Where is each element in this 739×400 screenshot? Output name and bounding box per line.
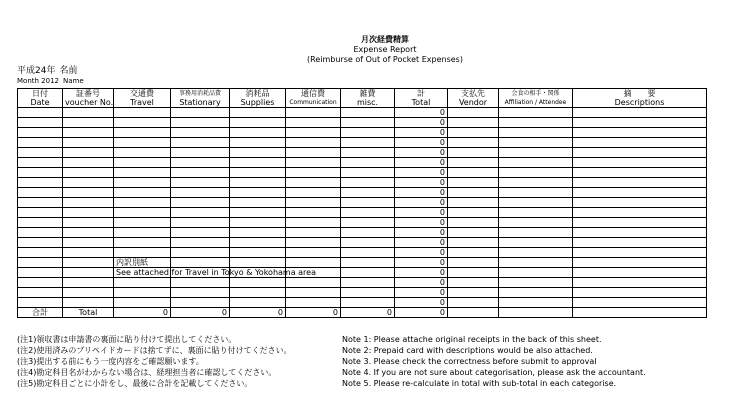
cell-travel-note: [114, 278, 171, 288]
cell-misc: [341, 268, 395, 278]
title-en: Expense Report: [353, 45, 417, 54]
cell-date: [18, 218, 63, 228]
cell-communication: [286, 168, 341, 178]
cell-communication: [286, 278, 341, 288]
cell-stationary: [171, 128, 230, 138]
cell-communication: [286, 188, 341, 198]
cell-voucher: [63, 158, 114, 168]
cell-voucher: [63, 288, 114, 298]
cell-supplies: [230, 228, 286, 238]
cell-affiliation: [499, 138, 573, 148]
cell-supplies: [230, 208, 286, 218]
cell-communication: [286, 198, 341, 208]
cell-descriptions: [573, 208, 707, 218]
cell-communication: [286, 208, 341, 218]
cell-communication: [286, 108, 341, 118]
cell-supplies: [230, 108, 286, 118]
cell-supplies: [230, 158, 286, 168]
table-row: [18, 108, 707, 118]
cell-affiliation: [499, 218, 573, 228]
cell-vendor: [448, 218, 499, 228]
total-vendor: [448, 308, 499, 318]
cell-travel-note: [114, 198, 171, 208]
month-label-en: Month 2012: [17, 77, 59, 85]
cell-travel-note: [114, 108, 171, 118]
table-row: [18, 248, 707, 258]
cell-voucher: [63, 238, 114, 248]
total-communication: 0: [286, 308, 341, 318]
note-en-1: Note 1: Please attache original receipts in the back of this sheet.: [342, 335, 602, 344]
cell-supplies: [230, 148, 286, 158]
cell-supplies: [230, 298, 286, 308]
cell-descriptions: [573, 198, 707, 208]
cell-date: [18, 198, 63, 208]
cell-communication: [286, 138, 341, 148]
name-label-jp: 名前: [59, 66, 78, 76]
table-footer: [18, 308, 707, 318]
cell-vendor: [448, 288, 499, 298]
cell-descriptions: [573, 178, 707, 188]
cell-affiliation: [499, 268, 573, 278]
cell-stationary: [171, 248, 230, 258]
cell-misc: [341, 128, 395, 138]
cell-vendor: [448, 118, 499, 128]
table-body: [18, 108, 707, 308]
cell-misc: [341, 218, 395, 228]
cell-misc: [341, 118, 395, 128]
cell-voucher: [63, 138, 114, 148]
cell-descriptions: [573, 118, 707, 128]
cell-travel-note: [114, 208, 171, 218]
cell-travel-note: See attached for Travel in Tokyo & Yokohama area: [114, 268, 171, 278]
expense-table: [17, 88, 707, 318]
cell-voucher: [63, 148, 114, 158]
totals-label-en: Total: [63, 308, 114, 318]
cell-stationary: [171, 258, 230, 268]
table-row: [18, 288, 707, 298]
cell-communication: [286, 178, 341, 188]
cell-stationary: [171, 208, 230, 218]
cell-voucher: [63, 258, 114, 268]
total-descriptions: [573, 308, 707, 318]
cell-vendor: [448, 188, 499, 198]
cell-affiliation: [499, 178, 573, 188]
cell-communication: [286, 228, 341, 238]
cell-affiliation: [499, 148, 573, 158]
title-en-sub: (Reimburse of Out of Pocket Expenses): [307, 55, 463, 64]
cell-travel-note: [114, 238, 171, 248]
cell-stationary: [171, 138, 230, 148]
table-row: [18, 228, 707, 238]
cell-travel-note: [114, 138, 171, 148]
cell-vendor: [448, 248, 499, 258]
header-descriptions: 摘 要 Descriptions: [573, 89, 707, 108]
cell-date: [18, 268, 63, 278]
cell-affiliation: [499, 188, 573, 198]
cell-stationary: [171, 228, 230, 238]
year-label-jp: 平成24年: [17, 66, 56, 76]
cell-date: [18, 228, 63, 238]
cell-total: 0: [395, 218, 448, 228]
cell-total: 0: [395, 268, 448, 278]
cell-voucher: [63, 268, 114, 278]
cell-voucher: [63, 128, 114, 138]
cell-misc: [341, 108, 395, 118]
cell-affiliation: [499, 198, 573, 208]
cell-date: [18, 188, 63, 198]
table-row: [18, 278, 707, 288]
cell-vendor: [448, 108, 499, 118]
cell-descriptions: [573, 258, 707, 268]
cell-date: [18, 178, 63, 188]
table-row: [18, 178, 707, 188]
note-jp-3: (注3)提出する前にもう一度内容をご確認願います。: [17, 357, 204, 366]
cell-affiliation: [499, 238, 573, 248]
total-stationary: 0: [171, 308, 230, 318]
cell-descriptions: [573, 218, 707, 228]
total-total: 0: [395, 308, 448, 318]
cell-total: 0: [395, 188, 448, 198]
cell-descriptions: [573, 238, 707, 248]
cell-voucher: [63, 118, 114, 128]
cell-stationary: [171, 238, 230, 248]
cell-affiliation: [499, 158, 573, 168]
cell-affiliation: [499, 248, 573, 258]
cell-stationary: [171, 118, 230, 128]
notes-en: [342, 334, 646, 389]
cell-date: [18, 108, 63, 118]
cell-descriptions: [573, 188, 707, 198]
cell-stationary: [171, 288, 230, 298]
cell-total: 0: [395, 238, 448, 248]
cell-communication: [286, 148, 341, 158]
cell-descriptions: [573, 248, 707, 258]
cell-vendor: [448, 198, 499, 208]
cell-descriptions: [573, 298, 707, 308]
cell-total: 0: [395, 168, 448, 178]
table-row: [18, 128, 707, 138]
cell-supplies: [230, 248, 286, 258]
cell-communication: [286, 258, 341, 268]
table-row: [18, 158, 707, 168]
cell-vendor: [448, 138, 499, 148]
cell-total: 0: [395, 208, 448, 218]
cell-affiliation: [499, 108, 573, 118]
table-row: [18, 188, 707, 198]
cell-descriptions: [573, 288, 707, 298]
total-supplies: 0: [230, 308, 286, 318]
cell-total: 0: [395, 258, 448, 268]
totals-row: [18, 308, 707, 318]
total-travel: 0: [114, 308, 171, 318]
cell-date: [18, 258, 63, 268]
cell-supplies: [230, 178, 286, 188]
cell-total: 0: [395, 198, 448, 208]
cell-misc: [341, 148, 395, 158]
cell-descriptions: [573, 138, 707, 148]
cell-travel-note: [114, 288, 171, 298]
cell-voucher: [63, 228, 114, 238]
cell-affiliation: [499, 228, 573, 238]
table-row: [18, 148, 707, 158]
cell-stationary: [171, 198, 230, 208]
table-row: [18, 138, 707, 148]
cell-supplies: [230, 198, 286, 208]
cell-total: 0: [395, 178, 448, 188]
cell-travel-note: [114, 178, 171, 188]
cell-descriptions: [573, 168, 707, 178]
cell-supplies: [230, 168, 286, 178]
cell-stationary: [171, 158, 230, 168]
table-header: [18, 89, 707, 108]
cell-descriptions: [573, 278, 707, 288]
cell-voucher: [63, 198, 114, 208]
cell-date: [18, 128, 63, 138]
total-misc: 0: [341, 308, 395, 318]
cell-misc: [341, 138, 395, 148]
cell-affiliation: [499, 168, 573, 178]
table-row: [18, 198, 707, 208]
cell-vendor: [448, 168, 499, 178]
cell-total: 0: [395, 288, 448, 298]
cell-vendor: [448, 268, 499, 278]
cell-supplies: [230, 218, 286, 228]
cell-date: [18, 248, 63, 258]
note-en-3: Note 3. Please check the correctness before submit to approval: [342, 357, 597, 366]
cell-total: 0: [395, 298, 448, 308]
cell-stationary: [171, 108, 230, 118]
cell-supplies: [230, 258, 286, 268]
cell-total: 0: [395, 118, 448, 128]
cell-affiliation: [499, 118, 573, 128]
cell-travel-note: [114, 188, 171, 198]
cell-misc: [341, 228, 395, 238]
note-jp-2: (注2)使用済みのプリペイドカードは捨てずに、裏面に貼り付けてください。: [17, 346, 292, 355]
note-jp-1: (注1)領収書は申請書の裏面に貼り付けて提出してください。: [17, 335, 237, 344]
cell-vendor: [448, 148, 499, 158]
cell-voucher: [63, 248, 114, 258]
cell-communication: [286, 218, 341, 228]
cell-travel-note: [114, 118, 171, 128]
cell-date: [18, 278, 63, 288]
cell-travel-note: [114, 248, 171, 258]
table-row: [18, 218, 707, 228]
cell-supplies: [230, 118, 286, 128]
cell-communication: [286, 288, 341, 298]
cell-descriptions: [573, 108, 707, 118]
cell-total: 0: [395, 158, 448, 168]
header-stationary: 事務用消耗品費 Stationary: [171, 89, 230, 108]
cell-total: 0: [395, 228, 448, 238]
cell-descriptions: [573, 158, 707, 168]
cell-vendor: [448, 238, 499, 248]
cell-descriptions: [573, 268, 707, 278]
cell-total: 0: [395, 138, 448, 148]
cell-voucher: [63, 278, 114, 288]
table-row: [18, 208, 707, 218]
cell-stationary: [171, 218, 230, 228]
cell-misc: [341, 198, 395, 208]
cell-voucher: [63, 168, 114, 178]
table-row: [18, 168, 707, 178]
cell-stationary: [171, 148, 230, 158]
cell-communication: [286, 158, 341, 168]
cell-travel-note: [114, 128, 171, 138]
cell-travel-note: 内訳別紙: [114, 258, 171, 268]
cell-misc: [341, 278, 395, 288]
cell-affiliation: [499, 208, 573, 218]
cell-travel-note: [114, 148, 171, 158]
cell-communication: [286, 118, 341, 128]
cell-supplies: [230, 188, 286, 198]
cell-date: [18, 238, 63, 248]
cell-travel-note: [114, 298, 171, 308]
table-row: [18, 258, 707, 268]
cell-stationary: [171, 188, 230, 198]
cell-stationary: [171, 168, 230, 178]
header-supplies: 消耗品 Supplies: [230, 89, 286, 108]
cell-supplies: [230, 138, 286, 148]
note-en-5: Note 5. Please re-calculate in total with sub-total in each categorise.: [342, 379, 617, 388]
cell-date: [18, 148, 63, 158]
cell-misc: [341, 158, 395, 168]
cell-misc: [341, 258, 395, 268]
cell-misc: [341, 238, 395, 248]
header-affiliation: 会食の相手・関係 Affiliation / Attendee: [499, 89, 573, 108]
cell-stationary: [171, 298, 230, 308]
cell-stationary: [171, 278, 230, 288]
cell-stationary: [171, 178, 230, 188]
cell-misc: [341, 248, 395, 258]
cell-vendor: [448, 228, 499, 238]
cell-affiliation: [499, 128, 573, 138]
cell-date: [18, 158, 63, 168]
header-communication: 通信費 Communication: [286, 89, 341, 108]
cell-voucher: [63, 188, 114, 198]
cell-descriptions: [573, 128, 707, 138]
cell-date: [18, 208, 63, 218]
period-line-jp: [17, 66, 81, 76]
cell-total: 0: [395, 108, 448, 118]
cell-descriptions: [573, 228, 707, 238]
cell-supplies: [230, 288, 286, 298]
cell-voucher: [63, 218, 114, 228]
cell-total: 0: [395, 148, 448, 158]
header-row: [18, 89, 707, 108]
cell-vendor: [448, 178, 499, 188]
cell-communication: [286, 298, 341, 308]
cell-affiliation: [499, 278, 573, 288]
cell-vendor: [448, 258, 499, 268]
cell-voucher: [63, 208, 114, 218]
cell-vendor: [448, 298, 499, 308]
cell-communication: [286, 248, 341, 258]
note-en-4: Note 4. If you are not sure about categorisation, please ask the accountant.: [342, 368, 646, 377]
cell-voucher: [63, 178, 114, 188]
cell-affiliation: [499, 258, 573, 268]
cell-total: 0: [395, 278, 448, 288]
cell-misc: [341, 288, 395, 298]
cell-voucher: [63, 108, 114, 118]
name-label-en: Name: [62, 77, 84, 85]
cell-supplies: [230, 128, 286, 138]
cell-affiliation: [499, 288, 573, 298]
cell-date: [18, 288, 63, 298]
table-row: [18, 118, 707, 128]
table-row: [18, 298, 707, 308]
cell-supplies: [230, 278, 286, 288]
cell-misc: [341, 188, 395, 198]
cell-descriptions: [573, 148, 707, 158]
cell-vendor: [448, 208, 499, 218]
note-en-2: Note 2: Prepaid card with descriptions would be also attached.: [342, 346, 593, 355]
cell-date: [18, 298, 63, 308]
cell-date: [18, 138, 63, 148]
period-line-en: [17, 77, 88, 85]
header-total: 計 Total: [395, 89, 448, 108]
table-row: [18, 238, 707, 248]
header-misc: 雑費 misc.: [341, 89, 395, 108]
header-voucher: 証番号 voucher No.: [63, 89, 114, 108]
cell-misc: [341, 168, 395, 178]
cell-supplies: [230, 238, 286, 248]
cell-vendor: [448, 128, 499, 138]
cell-date: [18, 168, 63, 178]
table-row: [18, 268, 707, 278]
cell-travel-note: [114, 228, 171, 238]
cell-voucher: [63, 298, 114, 308]
cell-travel-note: [114, 218, 171, 228]
totals-label-jp: 合計: [18, 308, 63, 318]
cell-affiliation: [499, 298, 573, 308]
notes-jp: [17, 334, 292, 389]
cell-travel-note: [114, 168, 171, 178]
header-travel: 交通費 Travel: [114, 89, 171, 108]
note-jp-5: (注5)勘定科目ごとに小計をし、最後に合計を記載してください。: [17, 379, 253, 388]
cell-total: 0: [395, 248, 448, 258]
note-jp-4: (注4)勘定科目名がわからない場合は、経理担当者に確認してください。: [17, 368, 277, 377]
cell-vendor: [448, 278, 499, 288]
total-affiliation: [499, 308, 573, 318]
cell-total: 0: [395, 128, 448, 138]
cell-communication: [286, 128, 341, 138]
cell-misc: [341, 298, 395, 308]
cell-misc: [341, 208, 395, 218]
cell-vendor: [448, 158, 499, 168]
cell-date: [18, 118, 63, 128]
header-vendor: 支払先 Vendor: [448, 89, 499, 108]
title-jp: 月次経費精算: [361, 35, 409, 44]
cell-travel-note: [114, 158, 171, 168]
header-date: 日付 Date: [18, 89, 63, 108]
cell-misc: [341, 178, 395, 188]
report-title: [240, 35, 530, 65]
cell-communication: [286, 238, 341, 248]
